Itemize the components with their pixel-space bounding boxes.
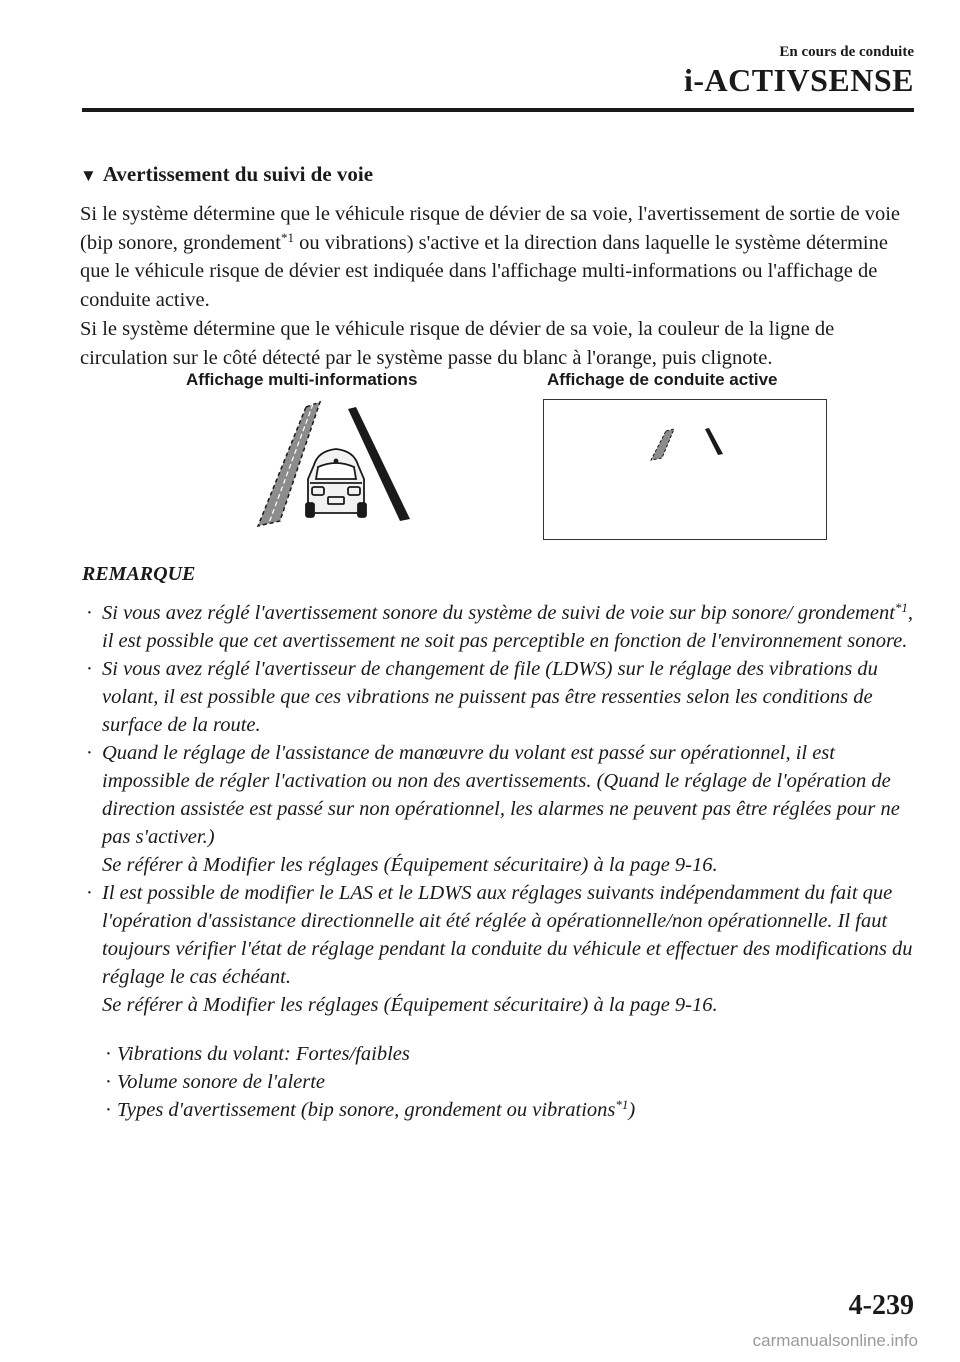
running-header-section: En cours de conduite: [779, 44, 914, 60]
list-item: · Il est possible de modifier le LAS et le LDWS aux réglages suivants indépendamment du fait que l'opération d'assistance directionnelle ait été réglée à opérationnelle/non opérationnelle. Il faut toujours vérifier l'état de réglage pendant la conduite du véhicule et effectuer des modifications du réglage le cas échéant. Se référer à Modifier les réglages (Équipement sécuritaire) à la page 9-16.: [80, 879, 922, 1019]
bullet-icon: ·: [86, 742, 93, 764]
active-driving-display-frame: [543, 399, 827, 540]
list-item: · Vibrations du volant: Fortes/faibles: [105, 1040, 905, 1068]
page-reference: Se référer à Modifier les réglages (Équipement sécuritaire) à la page 9-16.: [102, 854, 718, 876]
car-rear-icon: [306, 449, 366, 517]
paragraph-1: Si le système détermine que le véhicule risque de dévier de sa voie, l'avertissement de sortie de voie (bip sonore, grondement$^{*1}$ ou vibrations) s'active et la direction dans laquelle le système détermine que le véhicule risque de dévier est indiquée dans l'affichage multi-informations ou l'affichage de conduite active.: [80, 203, 900, 312]
footnote-marker: *1: [615, 1097, 629, 1112]
triangle-marker-icon: ▼: [80, 166, 97, 185]
figure-label-active-driving: Affichage de conduite active: [547, 370, 778, 389]
active-driving-display-illustration: [544, 400, 828, 541]
left-lane-line-small-icon: [651, 429, 674, 460]
running-header-chapter: i-ACTIVSENSE: [683, 62, 914, 98]
list-item: · Volume sonore de l'alerte: [105, 1068, 905, 1096]
list-item: · Types d'avertissement (bip sonore, grondement ou vibrations$^{*1}$): [105, 1096, 905, 1124]
footnote-marker: *1: [280, 229, 294, 245]
paragraph-2: Si le système détermine que le véhicule risque de dévier de sa voie, la couleur de la ligne de circulation sur le côté détecté par le système passe du blanc à l'orange, puis clignote.: [80, 317, 835, 369]
section-title-text: Avertissement du suivi de voie: [102, 162, 374, 186]
list-item: · Si vous avez réglé l'avertisseur de changement de file (LDWS) sur le réglage des vibrations du volant, il est possible que ces vibrations ne puissent pas être ressenties selon les conditions de surface de la route.: [80, 655, 922, 739]
bullet-icon: ·: [86, 602, 93, 624]
bullet-icon: ·: [86, 658, 93, 680]
remark-sublist: [105, 1040, 905, 1124]
list-item: · Si vous avez réglé l'avertissement sonore du système de suivi de voie sur bip sonore/ grondement$^{*1}$, il est possible que cet avertissement ne soit pas perceptible en fonction de l'environnement sonore.: [86, 600, 914, 652]
bullet-icon: ·: [105, 1043, 112, 1065]
page-reference: Se référer à Modifier les réglages (Équipement sécuritaire) à la page 9-16.: [102, 994, 718, 1016]
bullet-icon: ·: [105, 1099, 112, 1121]
figure-label-multi-information: Affichage multi-informations: [186, 370, 418, 389]
bullet-icon: ·: [86, 882, 93, 904]
list-item: · Quand le réglage de l'assistance de manœuvre du volant est passé sur opérationnel, il est impossible de régler l'activation ou non des avertissements. (Quand le réglage de l'opération de direction assistée est passé sur non opérationnel, les alarmes ne peuvent pas être réglées pour ne pas s'activer.) Se référer à Modifier les réglages (Équipement sécuritaire) à la page 9-16.: [80, 739, 922, 879]
remark-list: [80, 599, 922, 1019]
header-divider: [82, 108, 914, 112]
section-title: [80, 162, 373, 187]
bullet-icon: ·: [105, 1071, 112, 1093]
footnote-marker: *1: [894, 600, 908, 615]
right-lane-line-small-icon: [705, 428, 723, 455]
watermark-site: carmanualsonline.info: [752, 1331, 918, 1350]
page-number: 4-239: [848, 1290, 914, 1321]
body-text: [80, 200, 920, 372]
remark-title: REMARQUE: [82, 563, 196, 585]
multi-information-display-illustration: [248, 395, 428, 535]
